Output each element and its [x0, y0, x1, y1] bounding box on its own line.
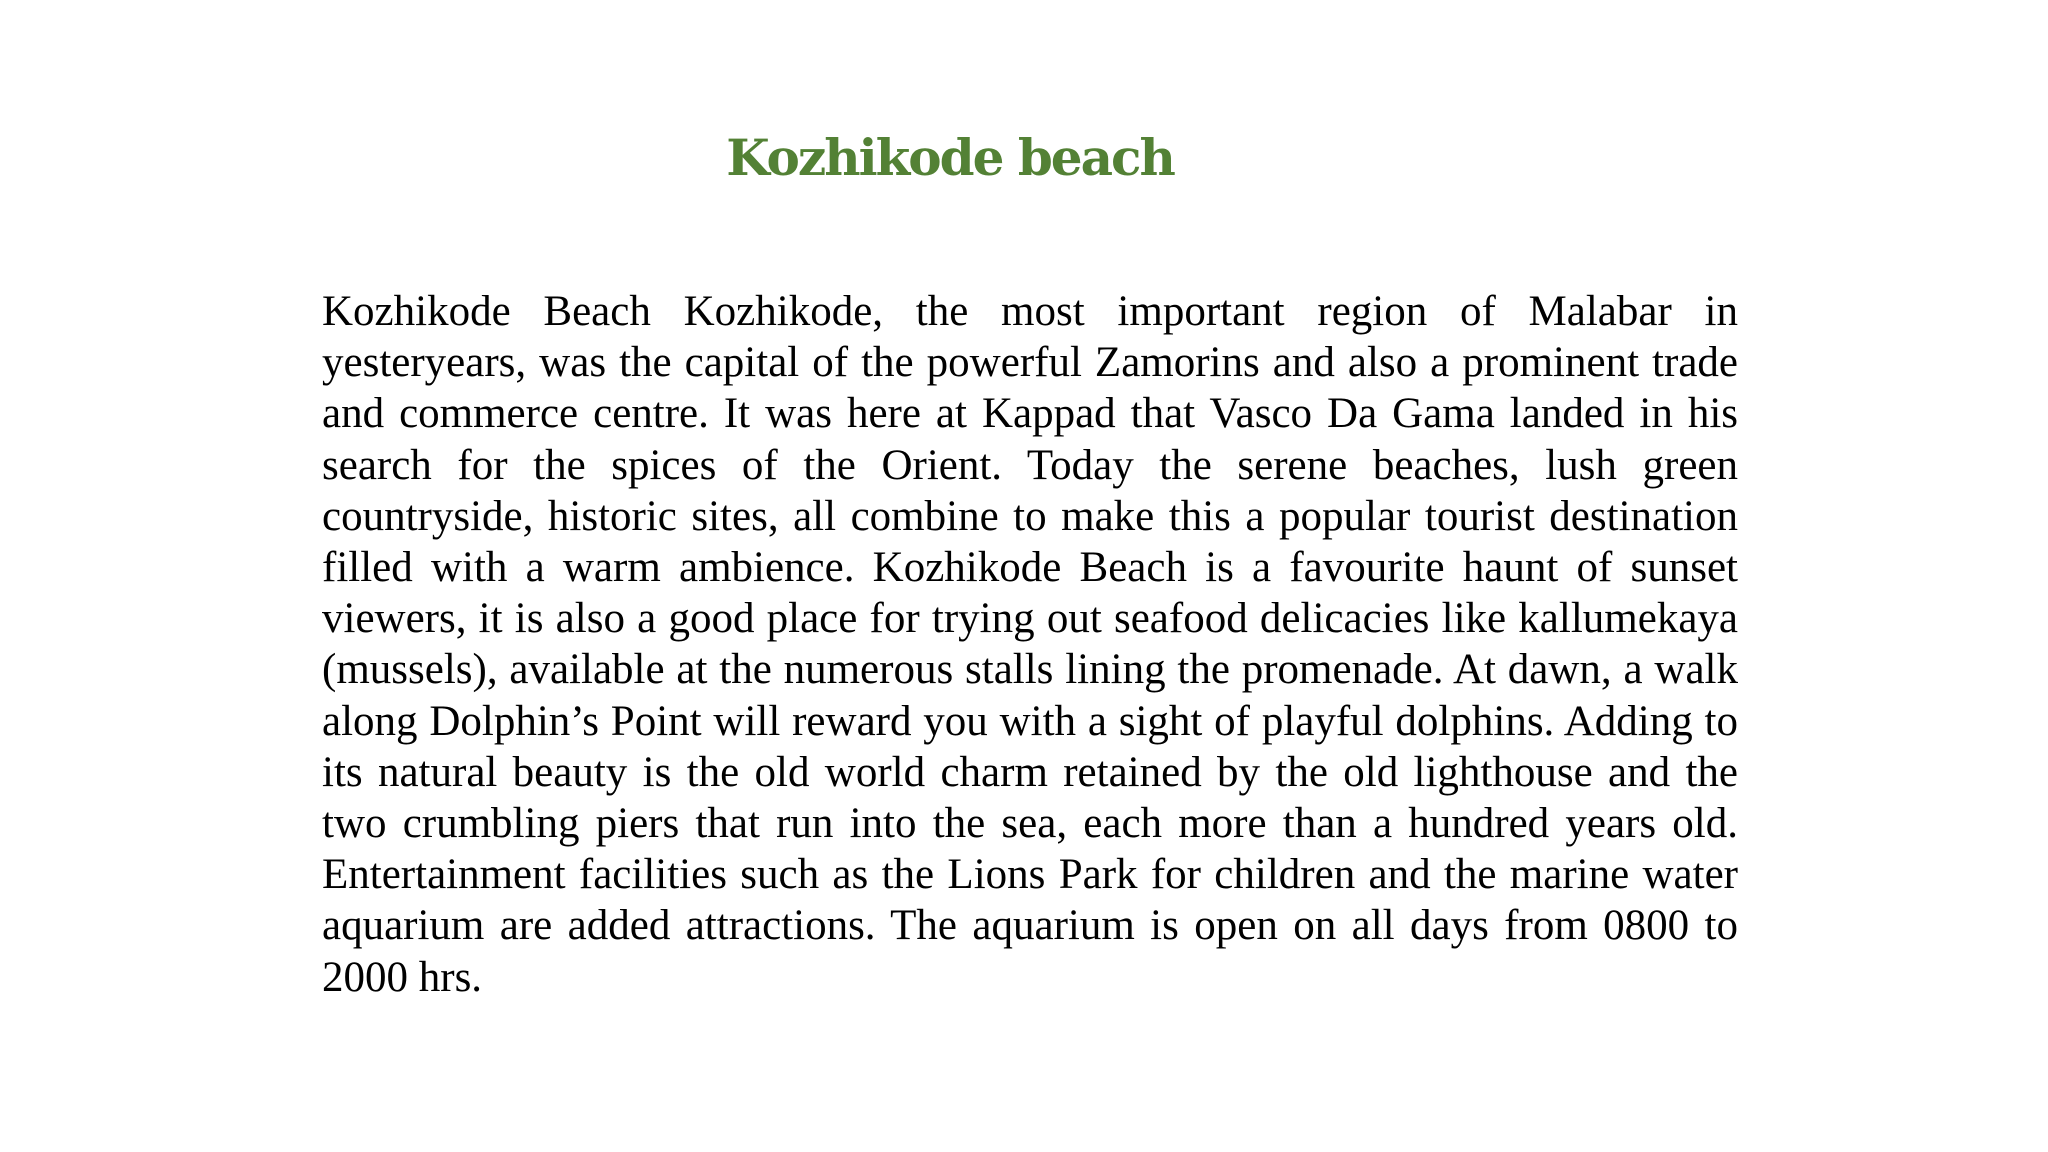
slide-body-text: Kozhikode Beach Kozhikode, the most important region of Malabar in yesteryears, was the capital of the powerful Zamorins and also a prominent trade and commerce centre. It was here at Kappad that Vasco Da Gama landed in his search for the spices of the Orient. Today the serene beaches, lush green countryside, historic sites, all combine to make this a popular tourist destination filled with a warm ambience. Kozhikode Beach is a favourite haunt of sunset viewers, it is also a good place for trying out seafood delicacies like kallumekaya (mussels), available at the numerous stalls lining the promenade. At dawn, a walk along Dolphin’s Point will reward you with a sight of playful dolphins. Adding to its natural beauty is the old world charm retained by the old lighthouse and the two crumbling piers that run into the sea, each more than a hundred years old. Entertainment facilities such as the Lions Park for children and the marine water aquarium are added attractions. The aquarium is open on all days from 0800 to 2000 hrs. — [322, 288, 1738, 1001]
slide-title: Kozhikode beach — [726, 128, 1174, 187]
